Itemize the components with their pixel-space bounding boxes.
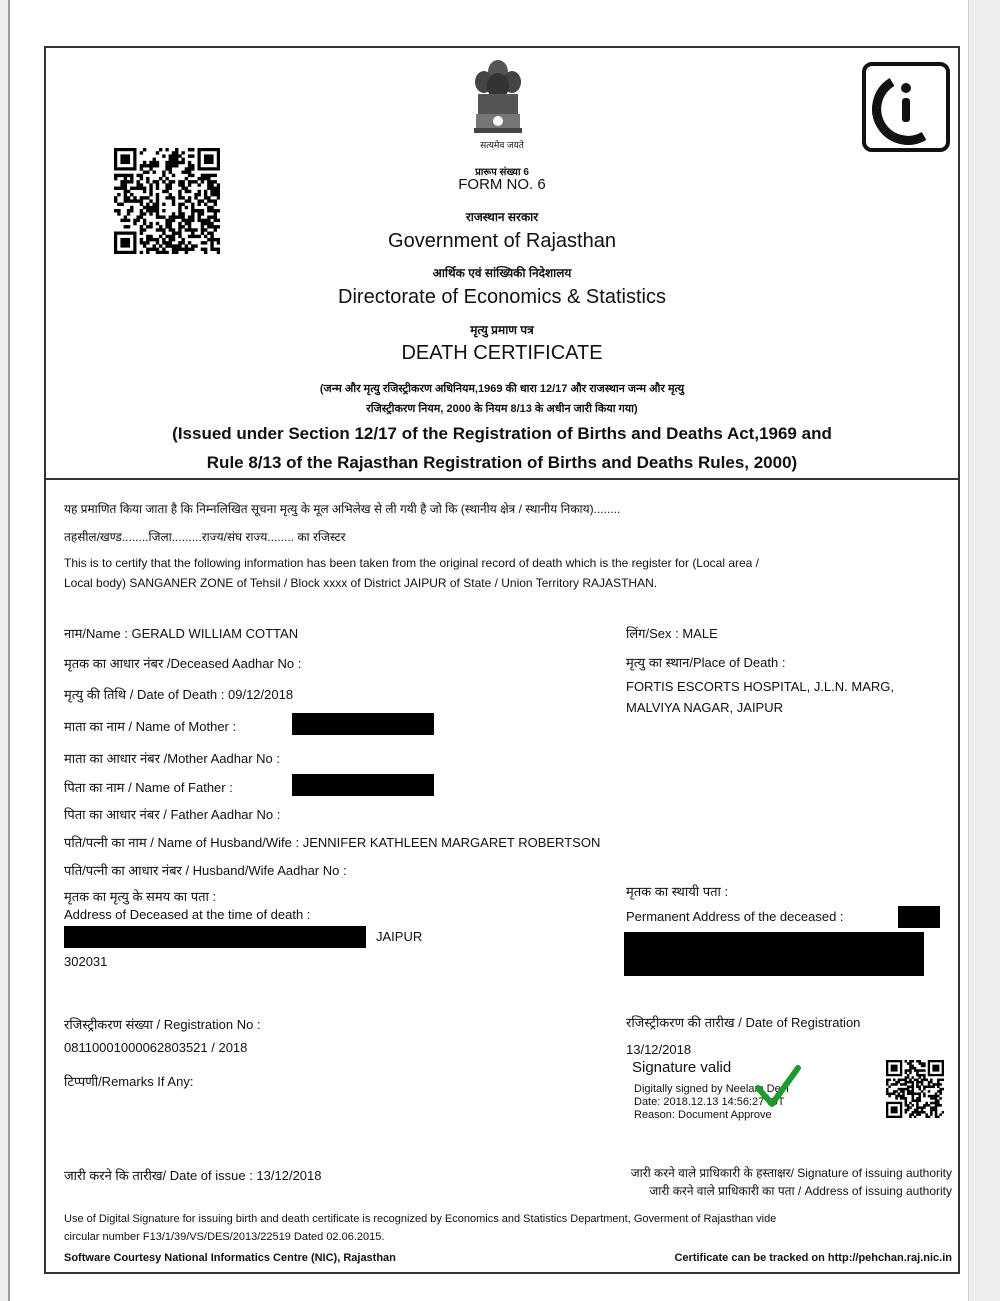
intro-hindi-1: यह प्रमाणित किया जाता है कि निम्नलिखित सूचना मृत्यु के मूल अभिलेख से ली गयी है जो कि (स्थानीय क्षेत्र / स्थानीय निकाय)........ [64,502,621,516]
sex: लिंग/Sex : MALE [626,626,718,641]
form-no: FORM NO. 6 [458,176,546,193]
redaction-mother [292,713,434,735]
intro-en-2: Local body) SANGANER ZONE of Tehsil / Block xxxx of District JAIPUR of State / Union Territory RAJASTHAN. [64,576,658,590]
checkmark-icon [754,1064,802,1110]
header-divider [46,478,958,480]
act-en-1: (Issued under Section 12/17 of the Registration of Births and Deaths Act,1969 and [172,424,832,443]
cert-title-hindi: मृत्यु प्रमाण पत्र [470,323,534,337]
place-of-death-line1: FORTIS ESCORTS HOSPITAL, J.L.N. MARG, [626,679,894,694]
deceased-aadhar: मृतक का आधार नंबर /Deceased Aadhar No : [64,656,302,671]
date-of-death: मृत्यु की तिथि / Date of Death : 09/12/2018 [64,687,294,702]
dept-title: Directorate of Economics & Statistics [338,286,666,308]
certificate-page [8,0,969,1301]
authority-signature-label: जारी करने वाले प्राधिकारी के हस्ताक्षर/ Signature of issuing authority [630,1166,952,1180]
tracking-note: Certificate can be tracked on http://pehchan.raj.nic.in [674,1252,952,1264]
act-hindi-1: (जन्म और मृत्यु रजिस्ट्रीकरण अधिनियम,1969 की धारा 12/17 और राजस्थान जन्म और मृत्यु [319,383,685,395]
address-city: JAIPUR [376,929,423,944]
place-of-death-label: मृत्यु का स्थान/Place of Death : [626,655,786,670]
signature-date: Date: 2018.12.13 14:56:27 IST [634,1096,785,1108]
dept-hindi: आर्थिक एवं सांख्यिकी निदेशालय [432,266,572,280]
signature-valid: Signature valid [632,1059,732,1076]
signature-signed-by: Digitally signed by Neelam Devi [634,1083,789,1095]
act-hindi-2: रजिस्ट्रीकरण नियम, 2000 के नियम 8/13 के अधीन जारी किया गया) [366,403,638,415]
registration-no: 08110001000062803521 / 2018 [64,1040,248,1055]
remarks-label: टिप्पणी/Remarks If Any: [64,1074,194,1089]
spouse-name: पति/पत्नी का नाम / Name of Husband/Wife : JENNIFER KATHLEEN MARGARET ROBERTSON [64,835,601,850]
footer-note-1: Use of Digital Signature for issuing birth and death certificate is recognized by Economics and Statistics Department, Goverment of Rajasthan vide [64,1213,777,1225]
authority-address-label: जारी करने वाले प्राधिकारी का पता / Address of issuing authority [649,1184,952,1198]
father-name: पिता का नाम / Name of Father : [64,780,233,795]
footer-note-2: circular number F13/1/39/VS/DES/2013/22519 Dated 02.06.2015. [64,1231,385,1243]
redaction-father [292,774,434,796]
cert-title: DEATH CERTIFICATE [401,342,603,364]
intro-hindi-2: तहसील/खण्ड........जिला.........राज्य/संघ राज्य........ का रजिस्टर [64,530,346,544]
govt-hindi: राजस्थान सरकार [465,210,539,224]
permanent-address-label: Permanent Address of the deceased : [626,909,844,924]
issue-date: जारी करने कि तारीख/ Date of issue : 13/12/2018 [64,1168,322,1183]
mother-aadhar: माता का आधार नंबर /Mother Aadhar No : [64,751,280,766]
intro-en-1: This is to certify that the following information has been taken from the original record of death which is the register for (Local area / [64,556,760,570]
permanent-address-label-hindi: मृतक का स्थायी पता : [626,884,729,899]
redaction-address [64,926,366,948]
certificate-frame [44,46,960,1274]
place-of-death-line2: MALVIYA NAGAR, JAIPUR [626,700,784,715]
emblem-motto: सत्यमेव जयते [480,140,524,150]
address-pin: 302031 [64,954,108,969]
mother-name: माता का नाम / Name of Mother : [64,719,237,734]
redaction-permanent-inline [898,906,940,928]
deceased-name: नाम/Name : GERALD WILLIAM COTTAN [64,626,299,641]
govt-title: Government of Rajasthan [388,230,616,252]
form-no-hindi: प्रारूप संख्या 6 [475,167,529,178]
pehchan-logo-icon [862,62,950,152]
act-en-2: Rule 8/13 of the Rajasthan Registration of Births and Deaths Rules, 2000) [206,453,798,472]
father-aadhar: पिता का आधार नंबर / Father Aadhar No : [64,807,281,822]
registration-date-label: रजिस्ट्रीकरण की तारीख / Date of Registration [626,1015,861,1030]
address-label: Address of Deceased at the time of death : [64,907,311,922]
signature-reason: Reason: Document Approve [634,1109,772,1121]
redaction-permanent-address [624,932,924,976]
qr-code-icon [886,1060,944,1118]
spouse-aadhar: पति/पत्नी का आधार नंबर / Husband/Wife Aadhar No : [64,863,347,878]
state-emblem-icon [466,56,530,138]
address-label-hindi: मृतक का मृत्यु के समय का पता : [64,889,217,904]
registration-date: 13/12/2018 [626,1042,692,1057]
software-courtesy: Software Courtesy National Informatics Centre (NIC), Rajasthan [64,1252,396,1264]
registration-no-label: रजिस्ट्रीकरण संख्या / Registration No : [64,1017,261,1032]
